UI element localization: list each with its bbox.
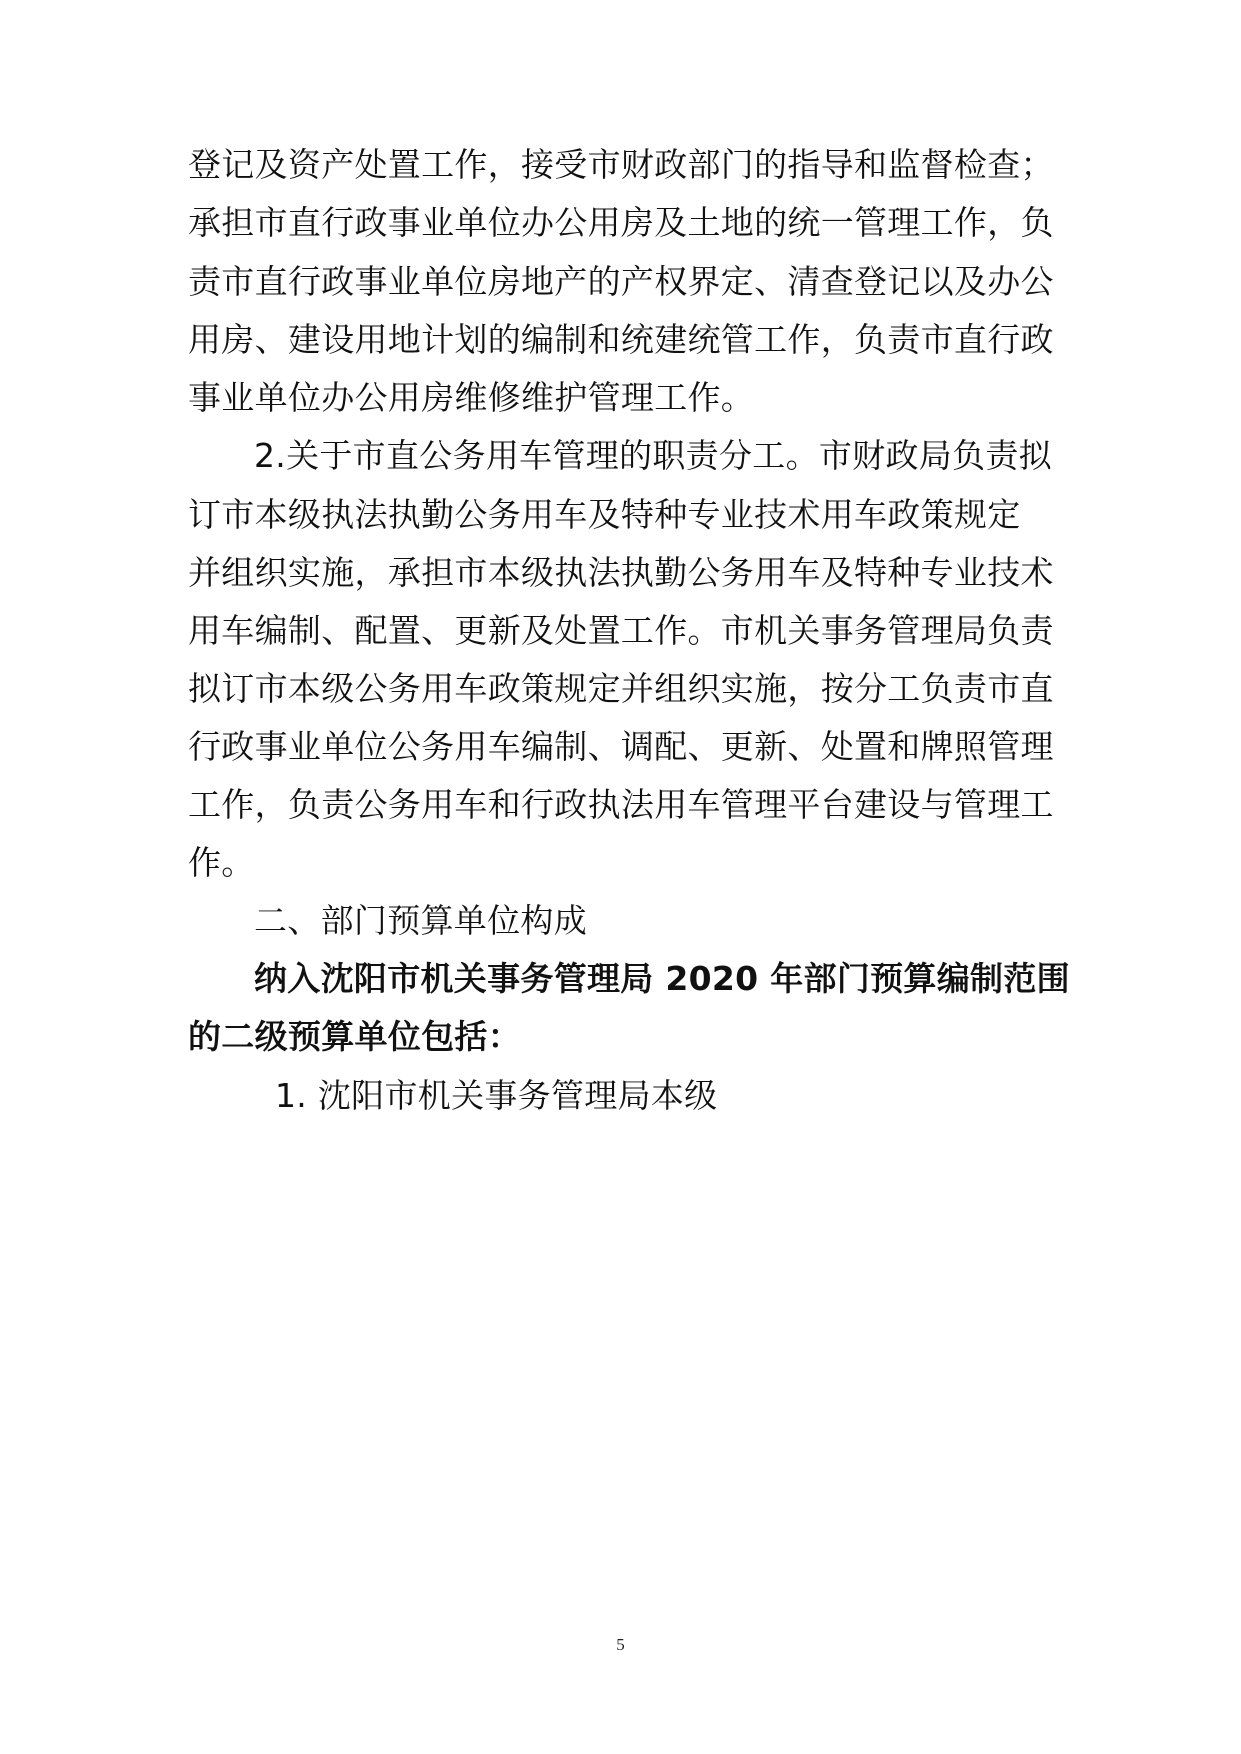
body-text-line: 责市直行政事业单位房地产的产权界定、清查登记以及办公: [188, 262, 1054, 301]
body-text-line: 工作，负责公务用车和行政执法用车管理平台建设与管理工: [188, 785, 1054, 824]
list-item: 1. 沈阳市机关事务管理局本级: [275, 1076, 718, 1115]
body-text-line: 订市本级执法执勤公务用车及特种专业技术用车政策规定: [188, 495, 1021, 534]
bold-text-line: 的二级预算单位包括：: [188, 1017, 521, 1056]
body-text-line: 用车编制、配置、更新及处置工作。市机关事务管理局负责: [188, 611, 1054, 650]
body-text-line: 作。: [188, 843, 255, 882]
body-text-line: 登记及资产处置工作，接受市财政部门的指导和监督检查；: [188, 145, 1054, 184]
body-text-line: 2.关于市直公务用车管理的职责分工。市财政局负责拟: [254, 436, 1052, 475]
body-text-line: 承担市直行政事业单位办公用房及土地的统一管理工作，负: [188, 203, 1054, 242]
body-text-line: 事业单位办公用房维修维护管理工作。: [188, 378, 755, 417]
page-number: 5: [616, 1635, 625, 1654]
body-text-line: 行政事业单位公务用车编制、调配、更新、处置和牌照管理: [188, 727, 1054, 766]
body-text-line: 并组织实施，承担市本级执法执勤公务用车及特种专业技术: [188, 553, 1054, 592]
section-heading: 二、部门预算单位构成: [254, 901, 587, 940]
bold-text-line: 纳入沈阳市机关事务管理局 2020 年部门预算编制范围: [254, 959, 1070, 998]
body-text-line: 用房、建设用地计划的编制和统建统管工作，负责市直行政: [188, 320, 1054, 359]
body-text-line: 拟订市本级公务用车政策规定并组织实施，按分工负责市直: [188, 669, 1054, 708]
